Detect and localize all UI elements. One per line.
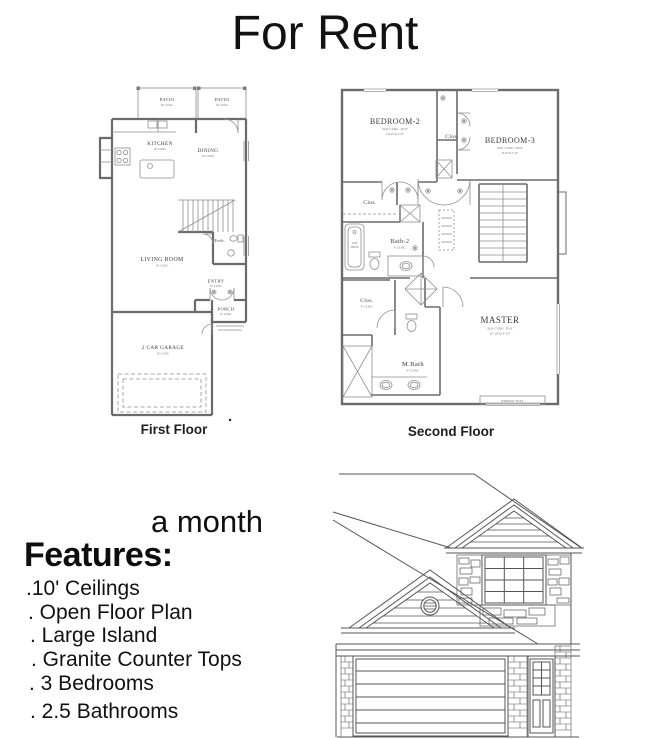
master-sub1: SLP. CLNG. TO 9' bbox=[487, 326, 513, 331]
feature-item-ceilings: .10' Ceilings bbox=[26, 577, 140, 600]
patio-left-label: PATIO bbox=[159, 97, 175, 102]
brick-pillar-right bbox=[555, 646, 571, 737]
master-label: MASTER bbox=[480, 315, 520, 325]
dining-sub: 10' CLNG. bbox=[201, 154, 215, 158]
living-room-label: LIVING ROOM bbox=[140, 257, 184, 263]
second-floor-plan bbox=[340, 88, 568, 410]
features-list bbox=[26, 577, 242, 723]
tub-label-1: TUB bbox=[351, 242, 358, 245]
bedroom3-label: BEDROOM-3 bbox=[484, 136, 536, 145]
second-floor-caption: Second Floor bbox=[407, 424, 495, 439]
window-seat-label: WINDOW SEAT bbox=[500, 398, 524, 403]
first-floor-walls bbox=[100, 119, 246, 415]
first-floor-details bbox=[100, 119, 249, 412]
first-floor-caption-dot: . bbox=[228, 408, 233, 425]
bedroom2-sub2: 10'-0"x11'-0" bbox=[386, 132, 404, 136]
feature-item-open-floor-plan: . Open Floor Plan bbox=[28, 600, 193, 624]
bedroom2-label: BEDROOM-2 bbox=[369, 117, 421, 126]
garage-door bbox=[353, 656, 508, 736]
first-floor-band bbox=[336, 644, 580, 656]
powder-room-label: Pwdr. bbox=[214, 239, 226, 243]
mbath-sub: 9' CLNG. bbox=[406, 368, 420, 373]
garage-label: 2 CAR GARAGE bbox=[141, 345, 185, 351]
brick-pillar-middle bbox=[508, 656, 527, 737]
features-heading: Features: bbox=[24, 536, 173, 574]
gable-band bbox=[341, 628, 515, 633]
living-room-sub: 10' CLNG. bbox=[155, 263, 169, 268]
entry-label: ENTRY bbox=[207, 278, 225, 284]
patio-outlines bbox=[138, 88, 246, 119]
entry-sub: 10' CLNG. bbox=[209, 285, 223, 288]
tub-label-2: SHWR bbox=[350, 246, 359, 249]
page-title: For Rent bbox=[231, 7, 419, 60]
patio-right-sub: 10' CLNG. bbox=[215, 103, 229, 107]
upper-gable bbox=[444, 499, 584, 553]
upper-window bbox=[482, 555, 546, 605]
closet-master-sub: 9' CLNG. bbox=[360, 304, 374, 309]
closet-master-label: Clos. bbox=[360, 298, 374, 304]
price-note: a month bbox=[151, 504, 264, 539]
patio-right-label: PATIO bbox=[214, 97, 230, 102]
bath2-sub: 9' CLNG. bbox=[393, 245, 407, 250]
feature-item-large-island: . Large Island bbox=[30, 624, 158, 647]
bedroom3-sub2: 9'-0"x11'-0" bbox=[501, 151, 519, 155]
mbath-label: M.Bath bbox=[401, 361, 425, 368]
front-door bbox=[528, 656, 555, 737]
porch-sub: 10' CLNG. bbox=[219, 313, 233, 316]
first-floor-plan bbox=[98, 86, 250, 424]
dining-label: DINING bbox=[197, 148, 219, 154]
stone-right bbox=[546, 555, 571, 605]
closet-top-label: Clos. bbox=[445, 134, 459, 140]
kitchen-sub: 10' CLNG. bbox=[153, 147, 167, 151]
first-floor-symbols bbox=[212, 290, 232, 294]
master-sub2: 12'-10"x13'-10" bbox=[489, 331, 511, 336]
closet-mid-label: Clos. bbox=[363, 200, 377, 206]
first-floor-caption: First Floor bbox=[140, 422, 208, 437]
second-floor-details bbox=[343, 113, 545, 404]
feature-item-bedrooms: . 3 Bedrooms bbox=[29, 672, 154, 695]
brick-pillar-left bbox=[341, 656, 353, 737]
bath2-label: Bath-2 bbox=[390, 239, 410, 245]
porch-label: PORCH bbox=[217, 306, 235, 312]
house-elevation-drawing bbox=[333, 460, 583, 738]
garage-sub: 10' CLNG. bbox=[156, 351, 170, 356]
kitchen-label: KITCHEN bbox=[147, 141, 173, 147]
feature-item-bathrooms: . 2.5 Bathrooms bbox=[30, 699, 179, 723]
bedroom2-sub1: SLP. CLNG. TO 9' bbox=[382, 127, 408, 131]
bedroom3-sub1: SLP. CLNG. TO 9' bbox=[497, 146, 523, 150]
feature-item-granite-counter-tops: . Granite Counter Tops bbox=[31, 647, 242, 671]
patio-left-sub: 10' CLNG. bbox=[160, 103, 174, 107]
